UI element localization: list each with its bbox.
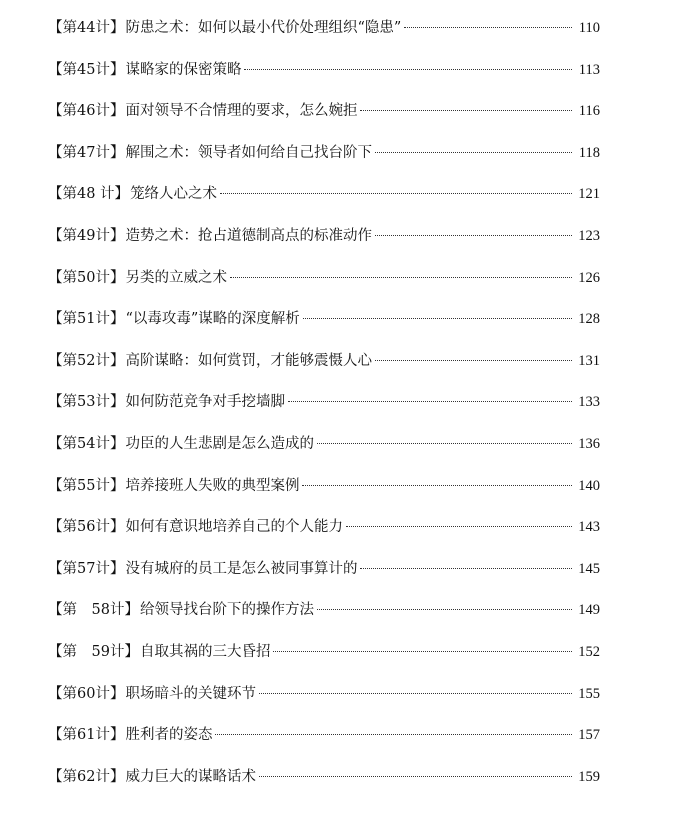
toc-entry-page: 159 [578, 768, 600, 785]
toc-entry-label: 【第48 计】 [48, 186, 130, 203]
toc-entry-page: 155 [578, 685, 600, 702]
toc-entry-title: 功臣的人生悲剧是怎么造成的 [125, 435, 314, 452]
dot-leader [273, 651, 572, 652]
toc-entry-page: 143 [578, 519, 600, 536]
toc-entry-page: 110 [578, 20, 600, 36]
toc-entry-label: 【第 58计】 [48, 602, 139, 619]
toc-entry[interactable] [48, 757, 600, 799]
toc-entry[interactable] [48, 590, 600, 632]
toc-entry-label: 【第56计】 [48, 519, 125, 536]
dot-leader [375, 235, 572, 236]
toc-entry-page: 133 [578, 394, 600, 411]
toc-entry-label: 【第46计】 [48, 103, 125, 120]
dot-leader [303, 318, 572, 319]
dot-leader [404, 27, 572, 28]
toc-entry-title: 如何有意识地培养自己的个人能力 [125, 519, 343, 536]
toc-entry-page: 123 [578, 227, 600, 244]
toc-entry-title: 威力巨大的谋略话术 [125, 768, 256, 785]
toc-entry-label: 【第52计】 [48, 352, 125, 369]
toc-entry-label: 【第61计】 [48, 727, 125, 744]
dot-leader [346, 526, 572, 527]
toc-entry[interactable] [48, 8, 600, 50]
toc-entry[interactable] [48, 507, 600, 549]
dot-leader [302, 485, 572, 486]
toc-entry-title: 另类的立威之术 [125, 269, 227, 286]
dot-leader [317, 443, 572, 444]
toc-entry[interactable] [48, 299, 600, 341]
dot-leader [288, 401, 572, 402]
toc-entry-label: 【第 59计】 [48, 643, 139, 660]
toc-entry-page: 113 [578, 61, 600, 78]
toc-entry[interactable] [48, 674, 600, 716]
toc-entry-label: 【第47计】 [48, 144, 125, 161]
toc-entry-title: 面对领导不合情理的要求，怎么婉拒 [125, 103, 358, 120]
toc-entry[interactable] [48, 424, 600, 466]
toc-entry-title: 解围之术：领导者如何给自己找台阶下 [125, 144, 372, 161]
toc-entry-title: 笼络人心之术 [130, 186, 218, 203]
toc-entry-title: 如何防范竞争对手挖墙脚 [125, 394, 285, 411]
toc-entry-page: 152 [578, 643, 600, 660]
toc-entry[interactable] [48, 50, 600, 92]
toc-entry-title: 职场暗斗的关键环节 [125, 685, 256, 702]
toc-entry[interactable] [48, 174, 600, 216]
toc-entry-label: 【第62计】 [48, 768, 125, 785]
toc-entry[interactable] [48, 715, 600, 757]
toc-entry-page: 149 [578, 602, 600, 619]
dot-leader [220, 193, 572, 194]
dot-leader [360, 110, 572, 111]
toc-entry-page: 116 [578, 103, 600, 120]
dot-leader [259, 693, 572, 694]
toc-entry-label: 【第60计】 [48, 685, 125, 702]
dot-leader [259, 776, 572, 777]
toc-entry-title: “以毒攻毒”谋略的深度解析 [125, 311, 300, 328]
toc-entry-page: 131 [578, 352, 600, 369]
toc-entry-label: 【第50计】 [48, 269, 125, 286]
toc-entry-label: 【第51计】 [48, 311, 125, 328]
toc-entry-page: 145 [578, 560, 600, 577]
dot-leader [317, 609, 572, 610]
toc-entry-label: 【第44计】 [48, 20, 125, 36]
toc-entry-title: 高阶谋略：如何赏罚，才能够震慑人心 [125, 352, 372, 369]
toc-entry[interactable] [48, 258, 600, 300]
toc-entry-title: 谋略家的保密策略 [125, 61, 242, 78]
toc-entry-title: 没有城府的员工是怎么被同事算计的 [125, 560, 358, 577]
toc-entry-title: 造势之术：抢占道德制高点的标准动作 [125, 227, 372, 244]
dot-leader [375, 360, 572, 361]
toc-entry-label: 【第55计】 [48, 477, 125, 494]
toc-entry-label: 【第57计】 [48, 560, 125, 577]
toc-entry[interactable] [48, 133, 600, 175]
dot-leader [375, 152, 572, 153]
toc-entry-page: 136 [578, 435, 600, 452]
table-of-contents [48, 8, 600, 798]
toc-entry-title: 防患之术：如何以最小代价处理组织“隐患” [125, 20, 402, 36]
toc-entry-page: 121 [578, 186, 600, 203]
toc-entry[interactable] [48, 216, 600, 258]
toc-entry-title: 自取其祸的三大昏招 [139, 643, 271, 660]
toc-entry[interactable] [48, 91, 600, 133]
dot-leader [360, 568, 572, 569]
dot-leader [215, 734, 572, 735]
toc-entry-label: 【第53计】 [48, 394, 125, 411]
toc-entry[interactable] [48, 341, 600, 383]
toc-entry[interactable] [48, 382, 600, 424]
toc-entry-title: 给领导找台阶下的操作方法 [139, 602, 314, 619]
toc-entry-title: 胜利者的姿态 [125, 727, 213, 744]
toc-entry-page: 118 [578, 144, 600, 161]
dot-leader [230, 277, 572, 278]
toc-entry-page: 140 [578, 477, 600, 494]
toc-entry-title: 培养接班人失败的典型案例 [125, 477, 300, 494]
toc-entry[interactable] [48, 632, 600, 674]
toc-entry[interactable] [48, 549, 600, 591]
dot-leader [244, 69, 572, 70]
toc-entry-page: 157 [578, 727, 600, 744]
toc-entry-label: 【第45计】 [48, 61, 125, 78]
toc-entry-page: 128 [578, 311, 600, 328]
toc-entry[interactable] [48, 466, 600, 508]
toc-entry-label: 【第49计】 [48, 227, 125, 244]
toc-entry-page: 126 [578, 269, 600, 286]
toc-entry-label: 【第54计】 [48, 435, 125, 452]
